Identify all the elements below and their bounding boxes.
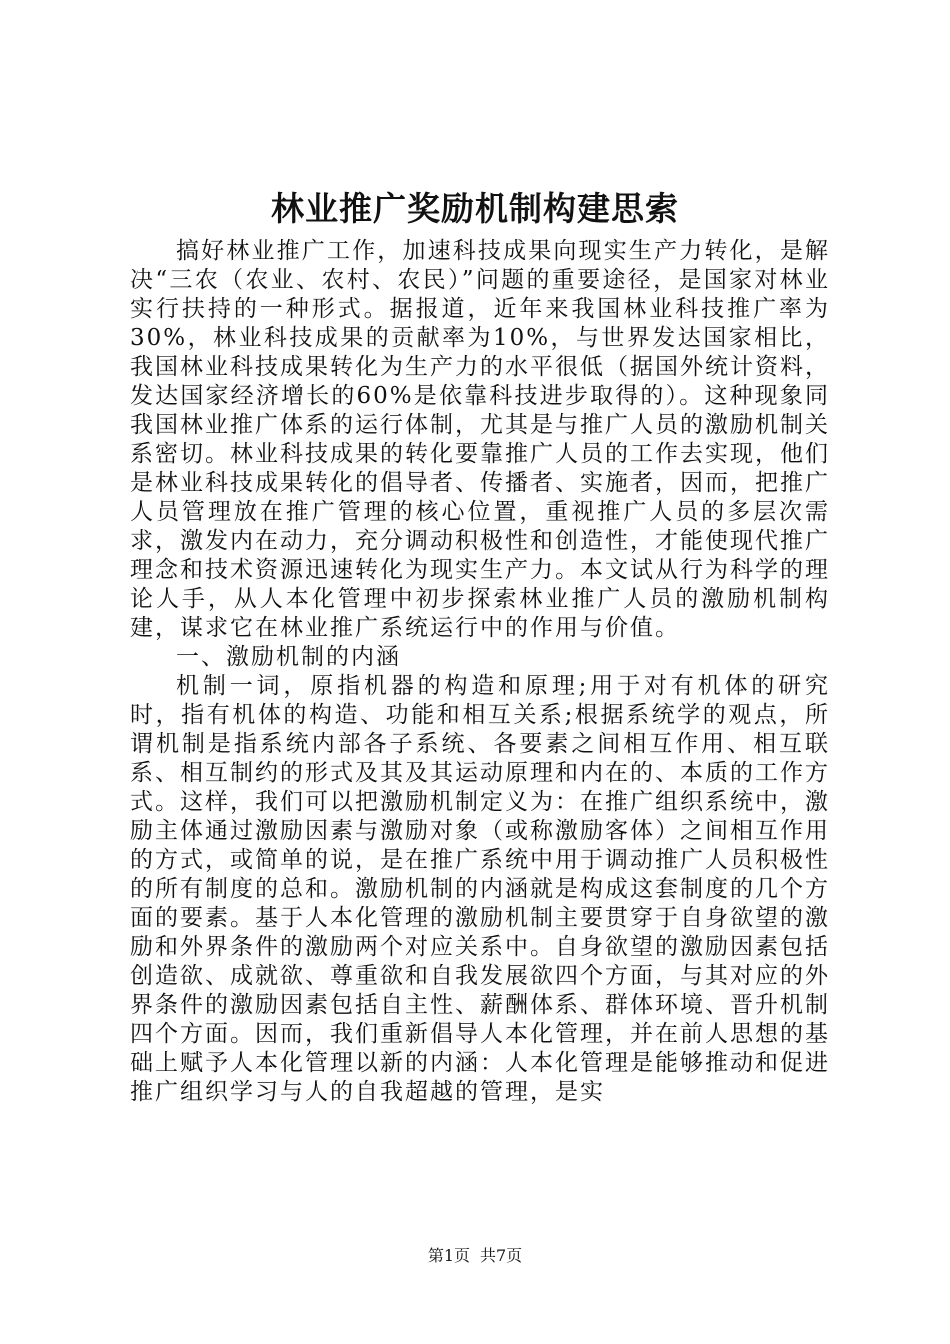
document-title: 林业推广奖励机制构建思索 — [271, 189, 679, 228]
page-total: 共7页 — [480, 1246, 523, 1265]
body-paragraph: 机制一词，原指机器的构造和原理;用于对有机体的研究时，指有机体的构造、功能和相互关系;根据系统学的观点，所谓机制是指系统内部各子系统、各要素之间相互作用、相互联系、相互制约的形式及其及其运动原理和内在的、本质的工作方式。这样，我们可以把激励机制定义为：在推广组织系统中，激励主体通过激励因素与激励对象（或称激励客体）之间相互作用的方式，或简单的说，是在推广系统中用于调动推广人员积极性的所有制度的总和。激励机制的内涵就是构成这套制度的几个方面的要素。基于人本化管理的激励机制主要贯穿于自身欲望的激励和外界条件的激励两个对应关系中。自身欲望的激励因素包括创造欲、成就欲、尊重欲和自我发展欲四个方面，与其对应的外界条件的激励因素包括自主性、薪酬体系、群体环境、晋升机制四个方面。因而，我们重新倡导人本化管理，并在前人思想的基础上赋予人本化管理以新的内涵：人本化管理是能够推动和促进推广组织学习与人的自我超越的管理，是实 — [130, 673, 830, 1105]
intro-paragraph: 搞好林业推广工作，加速科技成果向现实生产力转化，是解决“三农（农业、农村、农民）”问题的重要途径，是国家对林业实行扶持的一种形式。据报道，近年来我国林业科技推广率为30%，林业科技成果的贡献率为10%，与世界发达国家相比，我国林业科技成果转化为生产力的水平很低（据国外统计资料，发达国家经济增长的60%是依靠科技进步取得的）。这种现象同我国林业推广体系的运行体制，尤其是与推广人员的激励机制关系密切。林业科技成果的转化要靠推广人员的工作去实现，他们是林业科技成果转化的倡导者、传播者、实施者，因而，把推广人员管理放在推广管理的核心位置，重视推广人员的多层次需求，激发内在动力，充分调动积极性和创造性，才能使现代推广理念和技术资源迅速转化为现实生产力。本文试从行为科学的理论人手，从人本化管理中初步探索林业推广人员的激励机制构建，谋求它在林业推广系统运行中的作用与价值。 — [130, 238, 830, 641]
document-body — [130, 237, 830, 1107]
page-footer — [0, 1245, 950, 1267]
page-number: 第1页 — [427, 1246, 470, 1265]
section-heading: 一、激励机制的内涵 — [176, 644, 401, 670]
